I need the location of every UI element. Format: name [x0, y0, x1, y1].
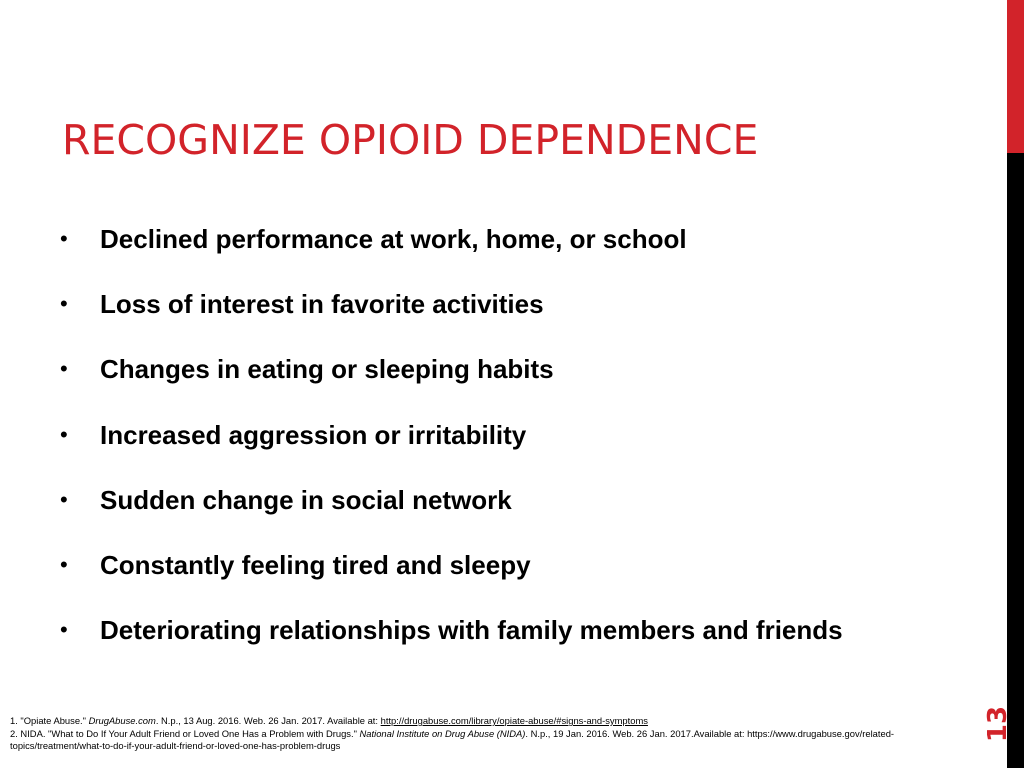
accent-bar-red [1007, 0, 1024, 153]
bullet-icon: • [60, 617, 68, 643]
accent-bar-black [1007, 153, 1024, 768]
bullet-item [60, 543, 960, 608]
bullet-text: Loss of interest in favorite activities [100, 289, 544, 320]
bullet-item [60, 478, 960, 543]
bullet-icon: • [60, 486, 68, 512]
bullet-text: Constantly feeling tired and sleepy [100, 549, 531, 580]
bullet-text: Declined performance at work, home, or school [100, 224, 687, 254]
reference-2-prefix: 2. NIDA. "What to Do If Your Adult Friend or Loved One Has a Problem with Drugs." [10, 727, 360, 739]
reference-1-source: DrugAbuse.com [88, 715, 156, 726]
bullet-text: Deteriorating relationships with family members and friends [100, 615, 843, 646]
page-number: 13 [983, 705, 1013, 743]
bullet-icon: • [60, 356, 68, 382]
bullet-icon: • [60, 291, 68, 317]
reference-2-details: . N.p., 19 Jan. 2016. Web. 26 Jan. 2017.Available at: https://www.drugabuse.gov/related-topics/treatment/what-to-do-if-your-adult-friend-or-loved-one-has-problem-drugs [10, 727, 895, 751]
references [10, 715, 960, 753]
bullet-icon: • [60, 226, 68, 251]
slide-title: RECOGNIZE OPIOID DEPENDENCE [62, 116, 759, 164]
bullet-list [60, 217, 960, 673]
bullet-icon: • [60, 551, 68, 577]
bullet-text: Increased aggression or irritability [100, 419, 527, 450]
bullet-item [60, 608, 960, 673]
reference-2 [10, 728, 960, 753]
bullet-item [60, 413, 960, 478]
bullet-item [60, 282, 960, 347]
bullet-icon: • [60, 421, 68, 447]
reference-1-link[interactable]: http://drugabuse.com/library/opiate-abuse/#signs-and-symptoms [380, 715, 648, 726]
reference-1-prefix: 1. "Opiate Abuse." [10, 715, 89, 726]
bullet-item [60, 347, 960, 412]
bullet-text: Sudden change in social network [100, 484, 512, 515]
bullet-item [60, 217, 960, 282]
reference-1-details: . N.p., 13 Aug. 2016. Web. 26 Jan. 2017. Available at: [155, 715, 381, 726]
reference-1 [10, 715, 960, 728]
reference-2-source: National Institute on Drug Abuse (NIDA) [359, 727, 526, 739]
bullet-text: Changes in eating or sleeping habits [100, 354, 554, 385]
